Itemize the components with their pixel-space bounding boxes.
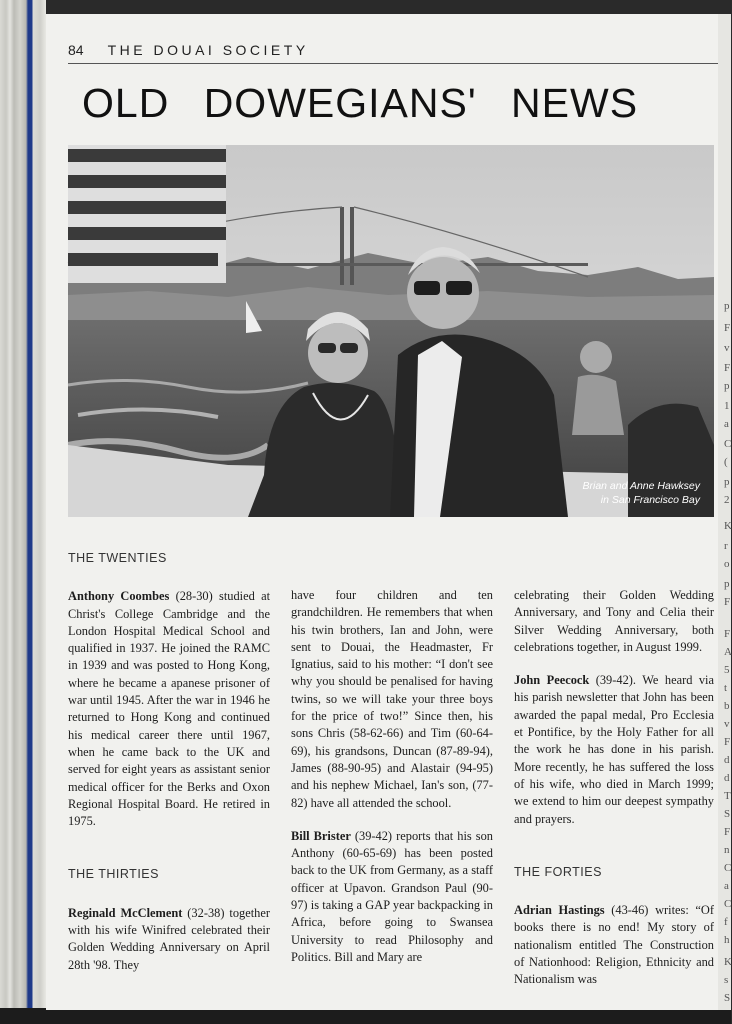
entry-name: Reginald McClement: [68, 905, 183, 920]
entry-name: Bill Brister: [291, 828, 351, 843]
facing-page-letter: C: [724, 862, 732, 874]
facing-page-letter: p: [724, 380, 730, 392]
entry-text: (39-42) reports that his son Anthony (60-65-69) has been posted back to the UK from Germany, as a staff officer at Upavon. Grandson Paul (90-97) is taking a GAP year backpacking in Africa, before going to Swansea University to read Philosophy and Politics. Bill and Mary are: [291, 828, 494, 964]
facing-page-letter: r: [724, 540, 728, 552]
entry-text: (28-30) studied at Christ's College Cambridge and the London Hospital Medical School and qualified in 1937. He joined the RAMC in 1939 and was posted to Hong Kong, where he became a apanese prisoner of war until 1945. After the war in 1946 he returned to Hong Kong and continued his medical career there until 1967, when he came back to the UK and served for eight years as assistant senior medical officer for the Berks and Oxon Regional Hospital Board. He retired in 1975.: [68, 589, 271, 829]
facing-page-letter: (: [724, 456, 728, 468]
entry-name: John Peecock: [514, 673, 590, 688]
flag: [68, 145, 226, 283]
facing-page-letter: F: [724, 322, 731, 334]
entry-name: Adrian Hastings: [514, 903, 605, 918]
photo-illustration: [68, 145, 714, 517]
facing-page-letter: K: [724, 520, 732, 532]
column-2: [291, 587, 493, 966]
society-name: THE DOUAI SOCIETY: [107, 42, 309, 58]
entry-brister-continued: celebrating their Golden Wedding Anniversary, and Tony and Celia their Silver Wedding Anniversary, both celebrations together, in August 1999.: [514, 588, 714, 654]
entry-coombes: [68, 588, 270, 830]
facing-page-letter: t: [724, 682, 728, 694]
next-page-edge: [718, 14, 731, 1010]
book-page: [46, 14, 718, 1010]
entry-brister: [291, 828, 493, 966]
facing-page-letter: F: [724, 736, 731, 748]
facing-page-letter: h: [724, 934, 730, 946]
section-heading-forties: THE FORTIES: [514, 864, 602, 879]
entry-text: (43-46) writes: “Of books there is no end! My story of nationalism entitled The Construction of Nationhood: Religion, Ethnicity and Nationalism was: [514, 903, 714, 987]
facing-page-letter: s: [724, 974, 729, 986]
column-1: [68, 550, 270, 974]
facing-page-letter: F: [724, 596, 731, 608]
facing-page-letter: b: [724, 700, 730, 712]
facing-page-letter: p: [724, 476, 730, 488]
facing-page-letter: v: [724, 718, 730, 730]
entry-name: Anthony Coombes: [68, 589, 170, 604]
book-bottom-edge: [0, 1008, 731, 1024]
facing-page-letter: F: [724, 826, 731, 838]
section-heading-thirties: THE THIRTIES: [68, 867, 159, 882]
facing-page-letter: o: [724, 558, 730, 570]
running-header: [68, 42, 718, 58]
entry-peecock: [514, 672, 714, 828]
facing-page-letter: a: [724, 880, 729, 892]
facing-page-letter: S: [724, 808, 731, 820]
page-title: OLD DOWEGIANS' NEWS: [82, 80, 639, 126]
column-3: [514, 587, 714, 989]
facing-page-letter: v: [724, 342, 730, 354]
facing-page-letter: 2: [724, 494, 730, 506]
section-heading-twenties: THE TWENTIES: [68, 551, 167, 565]
facing-page-letter: A: [724, 646, 732, 658]
facing-page-letter: T: [724, 790, 731, 802]
entry-mcclement-continued: have four children and ten grandchildren. He remembers that when his twin brothers, Ian and John, were sent to Douai, the Headmaster, Fr Ignatius, said to his mother: “I don't see why you should be penalised for having twins, so we will take your three boys for the price of two!” Since then, his sons Chris (58-62-66) and Tim (60-64-69), his grandsons, Duncan (87-89-94), James (88-90-95) and Alastair (94-95) and his nephew Michael, Ian's son, (77-82) have all attended the school.: [291, 588, 493, 810]
facing-page-letter: n: [724, 844, 730, 856]
book-spine-edge: [0, 0, 46, 1024]
facing-page-letter: 5: [724, 664, 730, 676]
facing-page-letter: d: [724, 754, 730, 766]
facing-page-letter: C: [724, 898, 732, 910]
entry-text: (39-42). We heard via his parish newsletter that John has been awarded the papal medal, Pro Ecclesia et Pontifice, by the Holy Father for all the work he has done in his parish. More recently, he has suffered the loss of his wife, who died in March 1999; we extend to him our deepest sympathy and prayers.: [514, 673, 714, 826]
facing-page-letter: F: [724, 628, 731, 640]
facing-page-letter: d: [724, 772, 730, 784]
facing-page-letter: F: [724, 362, 731, 374]
facing-page-letter: 1: [724, 400, 730, 412]
facing-page-letter: C: [724, 438, 732, 450]
photo-hawksey: [68, 145, 714, 517]
facing-page-letter: K: [724, 956, 732, 968]
facing-page-letter: f: [724, 916, 728, 928]
header-rule: [68, 63, 718, 64]
entry-mcclement: [68, 905, 270, 974]
facing-page-letter: p: [724, 300, 730, 312]
page-number: 84: [68, 42, 84, 58]
photo-caption: Brian and Anne Hawksey in San Francisco Bay: [582, 480, 700, 506]
entry-hastings: [514, 902, 714, 988]
facing-page-letter: a: [724, 418, 729, 430]
facing-page-letter: p: [724, 578, 730, 590]
entry-text: (32-38) together with his wife Winifred celebrated their Golden Wedding Anniversary on April 28th '98. They: [68, 905, 271, 972]
facing-page-letter: S: [724, 992, 731, 1004]
